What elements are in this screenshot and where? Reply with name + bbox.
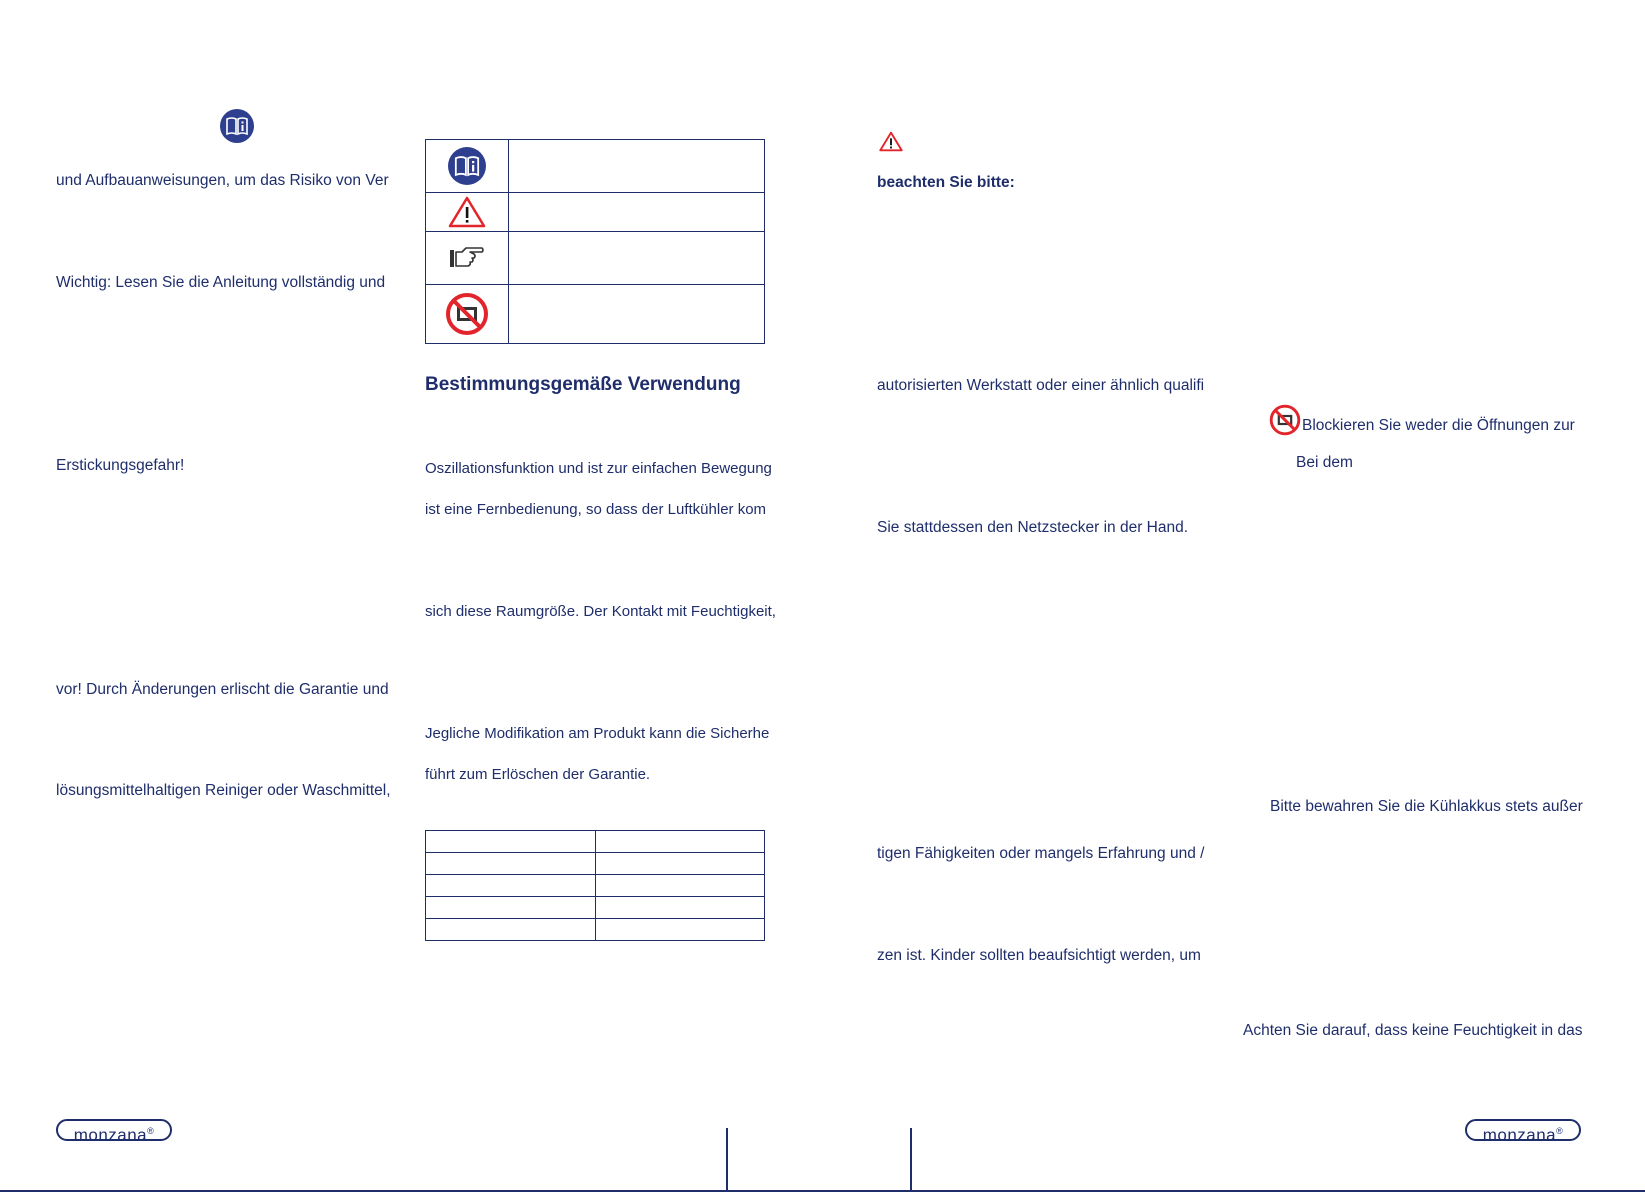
col3-line-3: tigen Fähigkeiten oder mangels Erfahrung und /	[877, 845, 1205, 862]
manual-info-icon	[448, 147, 486, 185]
warning-triangle-icon	[448, 196, 486, 228]
fold-line-left	[726, 1128, 728, 1192]
col3-line-4: zen ist. Kinder sollten beaufsichtigt werden, um	[877, 947, 1201, 964]
manual-info-icon	[220, 109, 254, 143]
no-blocking-icon	[445, 292, 489, 336]
col2-line-4: Jegliche Modifikation am Produkt kann die Sicherhe	[425, 725, 770, 742]
col1-line-4: vor! Durch Änderungen erlischt die Garantie und	[56, 681, 389, 698]
symbol-table	[425, 139, 765, 344]
logo-text: monzana	[1482, 1125, 1557, 1145]
col3-line-1: autorisierten Werkstatt oder einer ähnlich qualifi	[877, 377, 1205, 394]
col4-line-1: Blockieren Sie weder die Öffnungen zur	[1302, 417, 1575, 434]
monzana-logo-left: monzana®	[56, 1119, 172, 1141]
fold-line-right	[910, 1128, 912, 1192]
col3-line-2: Sie stattdessen den Netzstecker in der Hand.	[877, 519, 1189, 536]
spec-table	[425, 830, 765, 941]
col1-line-3: Erstickungsgefahr!	[56, 457, 185, 474]
col1-line-1: und Aufbauanweisungen, um das Risiko von Ver	[56, 172, 389, 189]
col2-line-1: Oszillationsfunktion und ist zur einfachen Bewegung	[425, 460, 772, 477]
warning-triangle-icon	[879, 131, 903, 152]
logo-text: monzana	[73, 1125, 148, 1145]
col3-bold-line: beachten Sie bitte:	[877, 174, 1015, 191]
col2-line-2: ist eine Fernbedienung, so dass der Luftkühler kom	[425, 501, 767, 518]
col2-line-3: sich diese Raumgröße. Der Kontakt mit Feuchtigkeit,	[425, 603, 776, 620]
col1-line-2: Wichtig: Lesen Sie die Anleitung vollständig und	[56, 274, 386, 291]
pointing-hand-icon	[448, 244, 486, 272]
no-blocking-icon	[1269, 404, 1301, 436]
col1-line-5: lösungsmittelhaltigen Reiniger oder Waschmittel,	[56, 782, 391, 799]
monzana-logo-right: monzana®	[1465, 1119, 1581, 1141]
col4-line-3: Bitte bewahren Sie die Kühlakkus stets außer	[1270, 798, 1583, 815]
section-heading: Bestimmungsgemäße Verwendung	[425, 374, 741, 395]
col2-line-5: führt zum Erlöschen der Garantie.	[425, 766, 651, 783]
col4-line-4: Achten Sie darauf, dass keine Feuchtigkeit in das	[1243, 1022, 1583, 1039]
col4-line-2: Bei dem	[1296, 454, 1353, 471]
